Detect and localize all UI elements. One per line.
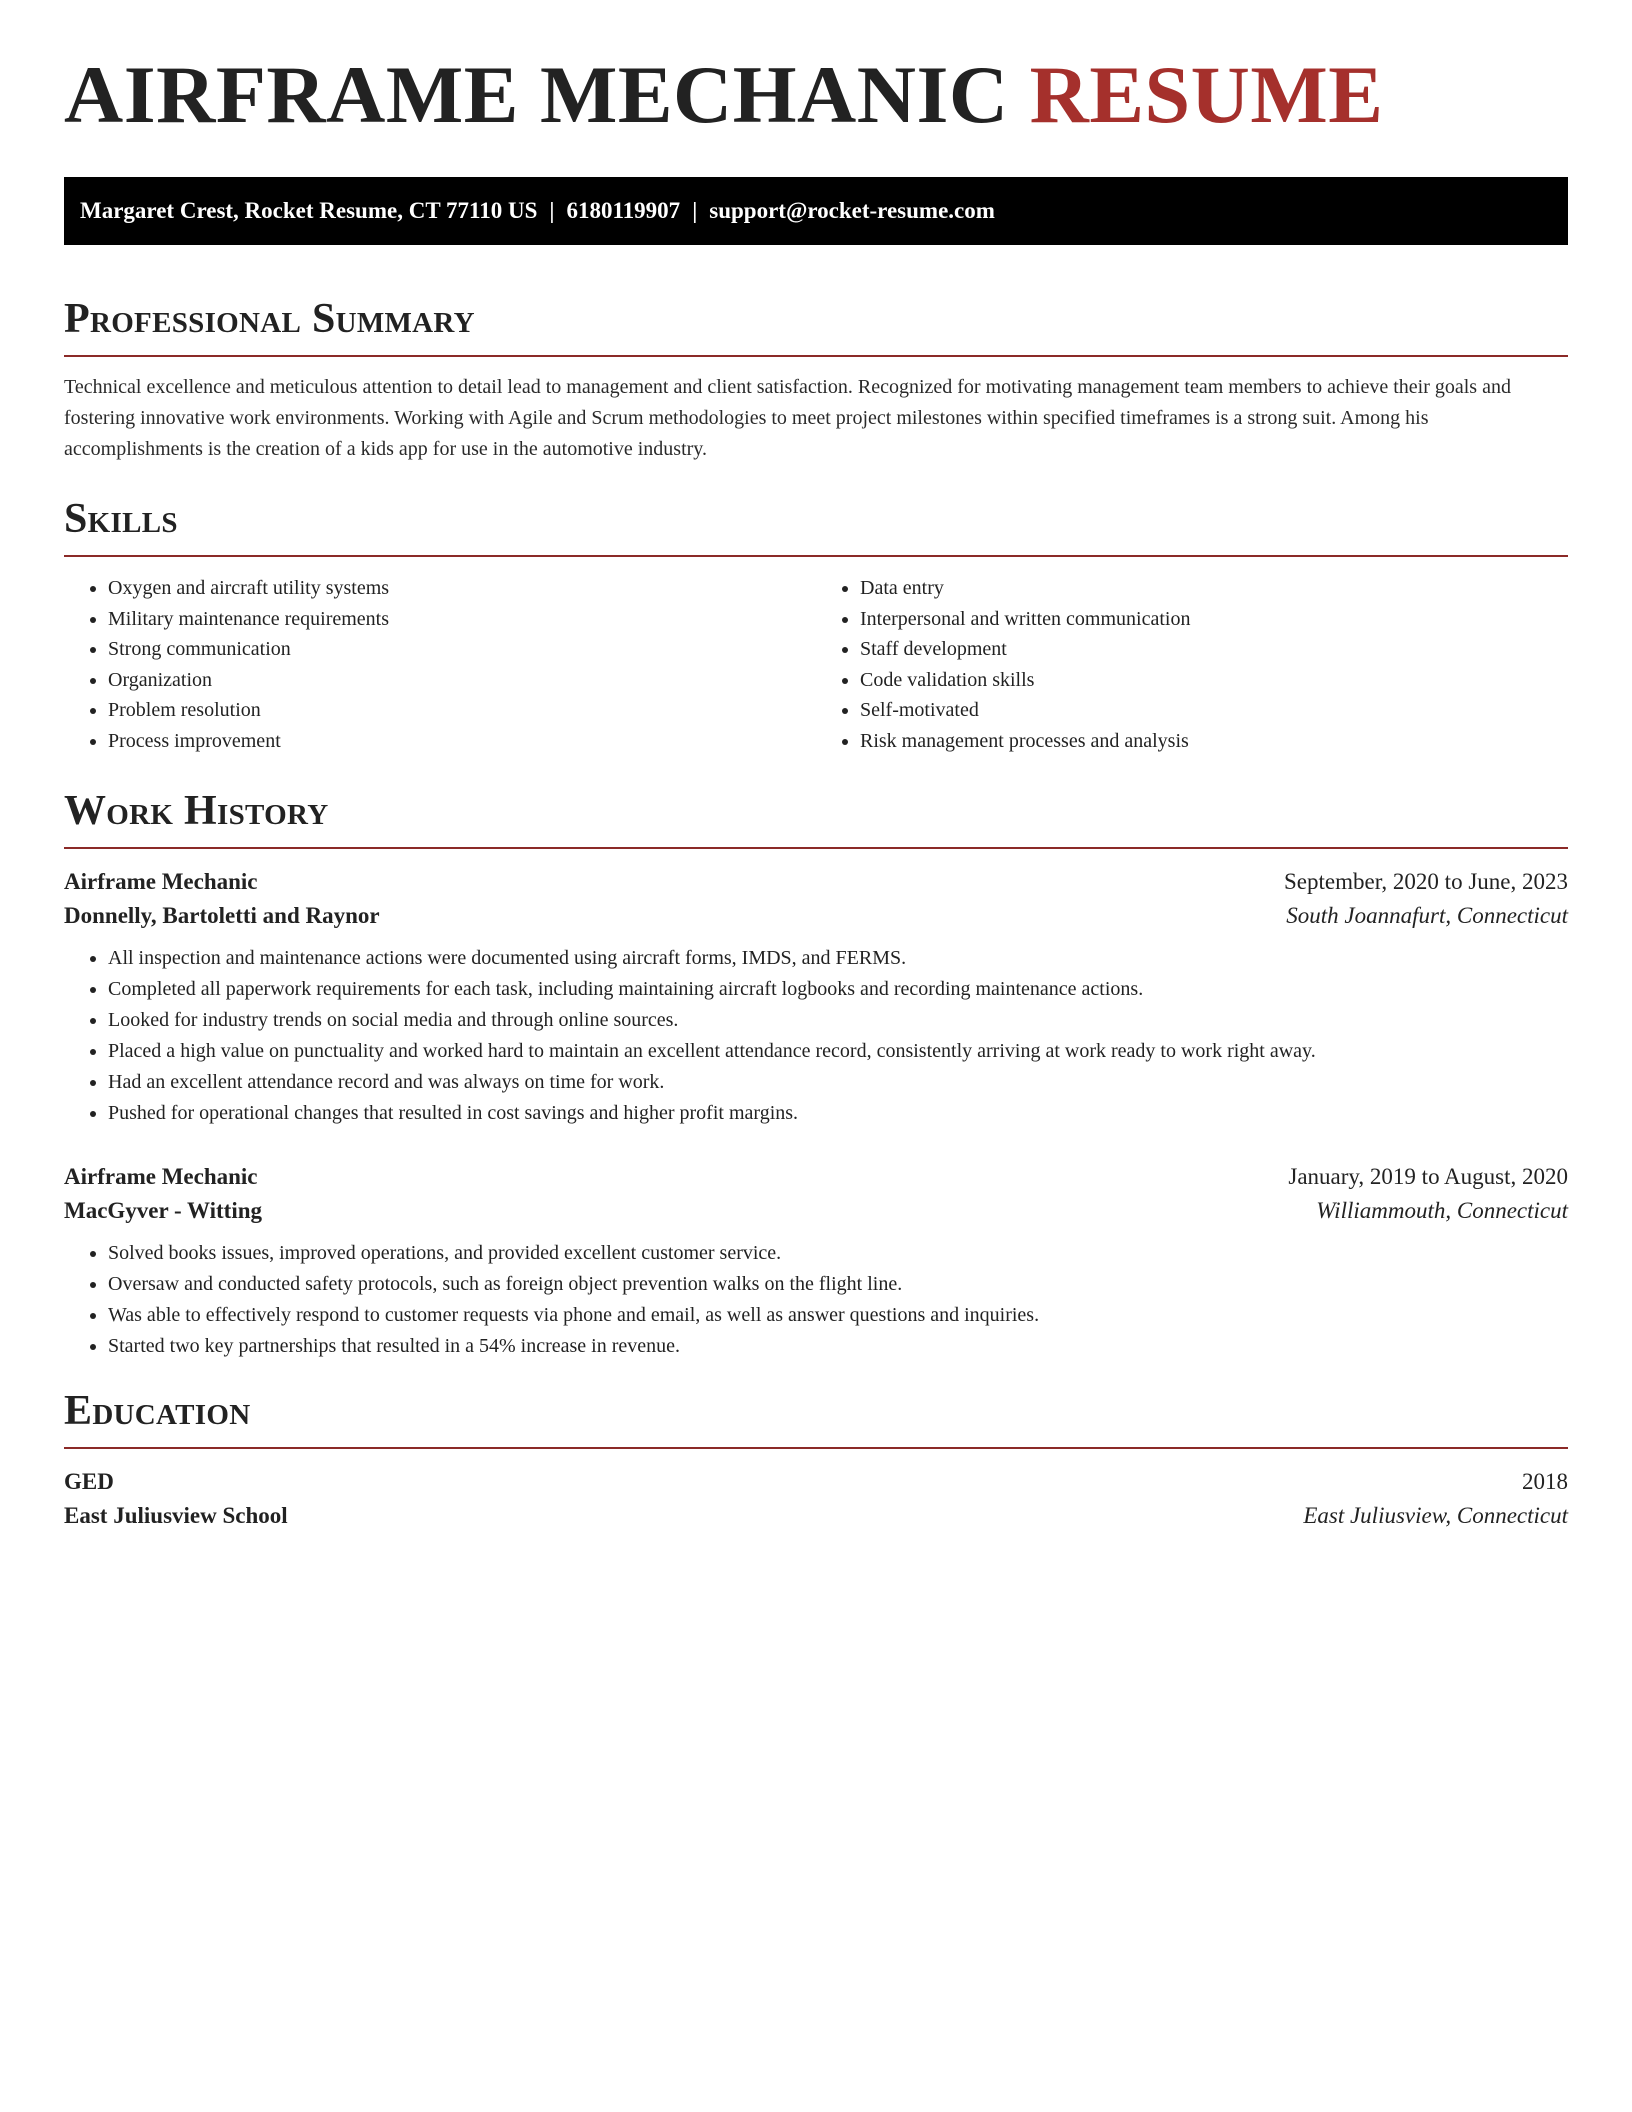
skills-section: [64, 498, 1568, 756]
education-location: East Juliusview, Connecticut: [1303, 1503, 1568, 1528]
job-bullet: • Completed all paperwork requirements for each task, including maintaining aircraft logbooks and recording maintenance actions.: [108, 974, 1568, 1005]
education-header-row: [64, 1469, 1568, 1495]
contact-bar: [64, 177, 1568, 245]
job-bullets: [64, 943, 1568, 1129]
job-location: Williammouth, Connecticut: [1316, 1198, 1568, 1223]
skills-heading: Skills: [64, 496, 178, 542]
skill-item: • Organization: [108, 665, 816, 696]
skill-item: • Risk management processes and analysis: [860, 726, 1568, 757]
title-accent: RESUME: [1029, 49, 1384, 140]
skills-columns: [64, 573, 1568, 756]
education-school: East Juliusview School: [64, 1503, 288, 1528]
skill-item: • Military maintenance requirements: [108, 604, 816, 635]
job-bullet: • Started two key partnerships that resulted in a 54% increase in revenue.: [108, 1331, 1568, 1362]
job-dates: January, 2019 to August, 2020: [1288, 1164, 1568, 1189]
contact-address: Margaret Crest, Rocket Resume, CT 77110 US: [80, 198, 538, 223]
work-history-section: [64, 790, 1568, 1362]
job-dates: September, 2020 to June, 2023: [1284, 869, 1568, 894]
job-company-row: [64, 1198, 1568, 1224]
contact-phone: 6180119907: [566, 198, 681, 223]
summary-heading: Professional Summary: [64, 296, 475, 342]
title-main: AIRFRAME MECHANIC: [64, 49, 1009, 140]
skills-list-right: [816, 573, 1568, 756]
education-degree: GED: [64, 1469, 114, 1494]
job-bullet: • Solved books issues, improved operations, and provided excellent customer service.: [108, 1238, 1568, 1269]
section-divider: [64, 555, 1568, 557]
skill-item: • Staff development: [860, 634, 1568, 665]
job-entry: [64, 869, 1568, 1129]
skill-item: • Process improvement: [108, 726, 816, 757]
job-bullet: • Had an excellent attendance record and was always on time for work.: [108, 1067, 1568, 1098]
job-company: MacGyver - Witting: [64, 1198, 263, 1223]
skill-item: • Self-motivated: [860, 695, 1568, 726]
skill-item: • Oxygen and aircraft utility systems: [108, 573, 816, 604]
contact-email: support@rocket-resume.com: [709, 198, 995, 223]
job-bullet: • Oversaw and conducted safety protocols, such as foreign object prevention walks on the flight line.: [108, 1269, 1568, 1300]
summary-text: Technical excellence and meticulous attention to detail lead to management and client satisfaction. Recognized for motivating management team members to achieve their goals and fostering innovative work environments. Working with Agile and Scrum methodologies to meet project milestones within specified timeframes is a strong suit. Among his accomplishments is the creation of a kids app for use in the automotive industry.: [64, 376, 1511, 460]
section-divider: [64, 1447, 1568, 1449]
skill-item: • Code validation skills: [860, 665, 1568, 696]
summary-section: [64, 298, 1568, 465]
job-bullet: • Looked for industry trends on social media and through online sources.: [108, 1005, 1568, 1036]
education-entry: [64, 1469, 1568, 1529]
skill-item: • Problem resolution: [108, 695, 816, 726]
job-header-row: [64, 869, 1568, 895]
skills-list-left: [64, 573, 816, 756]
contact-separator: |: [549, 198, 555, 223]
contact-separator: |: [692, 198, 698, 223]
job-header-row: [64, 1164, 1568, 1190]
education-school-row: [64, 1503, 1568, 1529]
skill-item: • Data entry: [860, 573, 1568, 604]
job-bullet: • Pushed for operational changes that resulted in cost savings and higher profit margins.: [108, 1098, 1568, 1129]
skill-item: • Strong communication: [108, 634, 816, 665]
skill-item: • Interpersonal and written communication: [860, 604, 1568, 635]
job-company-row: [64, 903, 1568, 929]
job-title: Airframe Mechanic: [64, 869, 258, 894]
resume-title: [64, 49, 1568, 140]
education-section: [64, 1390, 1568, 1529]
job-bullet: • All inspection and maintenance actions were documented using aircraft forms, IMDS, and FERMS.: [108, 943, 1568, 974]
job-location: South Joannafurt, Connecticut: [1286, 903, 1568, 928]
education-year: 2018: [1522, 1469, 1568, 1494]
job-title: Airframe Mechanic: [64, 1164, 258, 1189]
section-divider: [64, 847, 1568, 849]
section-divider: [64, 355, 1568, 357]
job-company: Donnelly, Bartoletti and Raynor: [64, 903, 380, 928]
job-bullet: • Placed a high value on punctuality and worked hard to maintain an excellent attendance record, consistently arriving at work ready to work right away.: [108, 1036, 1568, 1067]
education-heading: Education: [64, 1388, 251, 1434]
job-bullets: [64, 1238, 1568, 1362]
job-entry: [64, 1164, 1568, 1362]
job-bullet: • Was able to effectively respond to customer requests via phone and email, as well as answer questions and inquiries.: [108, 1300, 1568, 1331]
work-history-heading: Work History: [64, 788, 329, 834]
